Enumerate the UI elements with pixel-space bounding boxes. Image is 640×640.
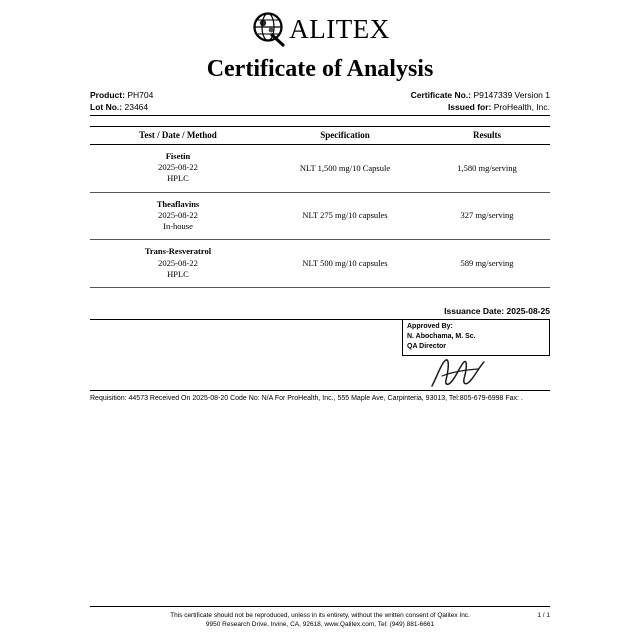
- document-meta: [90, 89, 550, 116]
- footer-divider: [90, 606, 550, 607]
- table-row: [90, 145, 550, 193]
- issuance-date-label: Issuance Date:: [444, 305, 505, 316]
- qalitex-globe-icon: [250, 10, 288, 48]
- certificate-field: [411, 90, 550, 100]
- product-field: [90, 90, 153, 100]
- signature-area: [90, 356, 550, 390]
- table-header-row: [90, 127, 550, 145]
- column-header-results: Results: [424, 127, 550, 145]
- analyte-date: 2025-08-22: [158, 209, 198, 220]
- result-cell: 589 mg/serving: [424, 240, 550, 288]
- analyte-method: HPLC: [167, 173, 189, 184]
- table-row: [90, 192, 550, 240]
- table-row: [90, 240, 550, 288]
- footer-page-number: 1 / 1: [537, 611, 550, 619]
- meta-row-lot: [90, 101, 550, 116]
- requisition-line: Requisition: 44573 Received On 2025-08-20 Code No: N/A For ProHealth, Inc., 555 Maple Ave, Carpinteria, 93013, Tel:805-679-6998 Fax: .: [90, 390, 550, 404]
- specification-cell: NLT 1,500 mg/10 Capsule: [266, 145, 424, 193]
- brand-header: [0, 8, 640, 50]
- handwritten-signature-icon: [424, 356, 494, 390]
- issued-for-value: ProHealth, Inc.: [493, 102, 550, 112]
- test-cell: [90, 240, 266, 288]
- meta-row-product: [90, 89, 550, 101]
- lot-value: 23464: [124, 102, 149, 112]
- product-label: Product:: [90, 90, 125, 100]
- lot-field: [90, 102, 148, 112]
- result-cell: 327 mg/serving: [424, 192, 550, 240]
- issued-for-field: [448, 102, 550, 112]
- analyte-method: In-house: [163, 221, 193, 232]
- analyte-name: Theaflavins: [156, 198, 200, 209]
- page-footer: [0, 606, 640, 631]
- approver-name: N. Abochama, M. Sc.: [407, 333, 476, 341]
- approval-box: [402, 320, 550, 356]
- footer-address: 9950 Research Drive, Irvine, CA, 92618, www.Qalitex.com, Tel: (949) 881-6661: [205, 621, 435, 629]
- issued-for-label: Issued for:: [447, 102, 492, 112]
- analyte-method: HPLC: [167, 268, 189, 279]
- column-header-specification: Specification: [266, 127, 424, 145]
- product-value: PH704: [127, 90, 154, 100]
- issuance-date: [90, 306, 550, 320]
- results-table: [90, 126, 550, 288]
- table-body: [90, 145, 550, 288]
- test-cell: [90, 145, 266, 193]
- specification-cell: NLT 275 mg/10 capsules: [266, 192, 424, 240]
- lot-label: Lot No.:: [90, 102, 123, 112]
- column-header-test: Test / Date / Method: [90, 127, 266, 145]
- footer-disclaimer: This certificate should not be reproduced, unless in its entirety, without the written consent of Qalitex Inc.: [170, 611, 470, 619]
- approval-section: [90, 320, 550, 356]
- certificate-value: P9147339 Version 1: [473, 90, 550, 100]
- approver-title: QA Director: [407, 343, 447, 351]
- certificate-label: Certificate No.:: [410, 90, 472, 100]
- page-title: Certificate of Analysis: [206, 56, 434, 82]
- result-cell: 1,580 mg/serving: [424, 145, 550, 193]
- analyte-name: Trans-Resveratrol: [144, 246, 212, 257]
- analyte-name: Fisetin: [165, 151, 191, 161]
- analyte-date: 2025-08-22: [158, 257, 198, 268]
- test-cell: [90, 192, 266, 240]
- brand-name: ALITEX: [289, 13, 390, 44]
- specification-cell: NLT 500 mg/10 capsules: [266, 240, 424, 288]
- footer-content: [90, 611, 550, 631]
- analyte-date: 2025-08-22: [158, 162, 198, 173]
- issuance-date-value: 2025-08-25: [506, 305, 550, 316]
- approved-by-label: Approved By:: [407, 322, 453, 330]
- table-header: [90, 127, 550, 145]
